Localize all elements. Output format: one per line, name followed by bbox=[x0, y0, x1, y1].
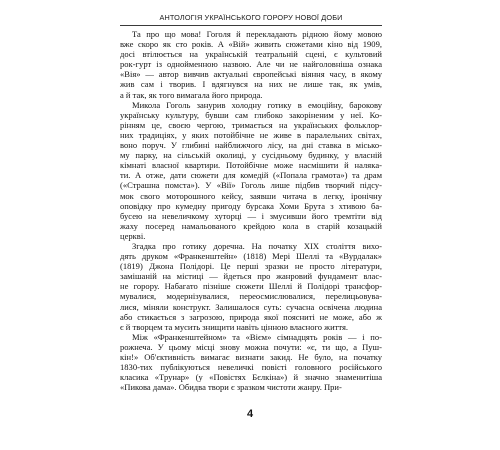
text-line: мок свого моторошного кейсу, заявши читача в легку, іронічну bbox=[120, 190, 382, 201]
text-line: рожнеча. У цьому місці знову можна почути: «є, ти що, а Пуш- bbox=[120, 341, 382, 352]
text-line: воно поруч. У глибині найближчого лісу, на дні ставка в місько- bbox=[120, 140, 382, 151]
text-line: українську культуру, бувши сам глибоко закоріненим у неї. Ко- bbox=[120, 109, 382, 120]
text-line: рок-гурт із однойменною назвою. Але чи не найголовніша ознака bbox=[120, 59, 382, 70]
text-line: кін!» Об'єктивність вимагає визнати закид. Не було, на початку bbox=[120, 352, 382, 362]
text-line: рінням це, своєю чергою, тримається на українських фольклор- bbox=[120, 119, 382, 130]
text-line: Згадка про готику доречна. На початку XIX століття вихо- bbox=[132, 240, 382, 251]
text-line: мувалися, модернізувалися, переосмислювалися, перелицьовува- bbox=[120, 291, 382, 302]
text-line: є й творцем та мусить знищити навіть цінною власного життя. bbox=[120, 321, 349, 332]
text-line: Між «Франкенштейном» та «Вієм» сімнадцять років — і по- bbox=[132, 331, 382, 342]
text-line: (1819) Джона Полідорі. Це перші зразки не просто літератури, bbox=[120, 261, 382, 272]
paragraph bbox=[120, 29, 382, 100]
paragraph bbox=[120, 332, 382, 393]
paragraph bbox=[120, 241, 382, 332]
text-line: або стикається з загрозою, природа якої поясниті не може, або ж bbox=[120, 311, 382, 322]
text-line: замішаній на містиці — йдеться про жанровий фундамент влас- bbox=[120, 271, 382, 282]
text-line: лися, міняли конструкт. Залишалося суть: сучасна освічена людина bbox=[120, 301, 382, 312]
text-line: Та про що мова! Гоголя й перекладають рідною йому мовою bbox=[132, 29, 382, 39]
text-line: вже скоро як сто років. А «Вій» живить сюжетами кіно від 1909, bbox=[120, 39, 382, 50]
text-line: них традиціях, у яких потойбічне не живе в паралельних світах, bbox=[120, 129, 382, 140]
text-line: му парку, на сільській околиці, у сусідньому будинку, у власній bbox=[120, 150, 382, 161]
text-line: («Страшна помста»). У «Вії» Гоголь лише підбив творчий підсу- bbox=[120, 180, 382, 191]
text-line: жаху посеред намальованого крейдою кола в старій козацькій bbox=[120, 220, 382, 231]
header-rule bbox=[120, 25, 382, 26]
text-line: «Пикова дама». Обидва твори є зразком чистоти жанру. При- bbox=[120, 382, 342, 393]
running-head: АНТОЛОГІЯ УКРАЇНСЬКОГО ГОРОРУ НОВОЇ ДОБИ bbox=[159, 13, 343, 22]
text-line: «Вія» — автор вивчив актуальні європейські віяння часу, в якому bbox=[120, 69, 382, 80]
page-number: 4 bbox=[246, 408, 254, 420]
text-line: бусею на невеличкому хуторці — і змусивши його тремтіти від bbox=[120, 210, 382, 221]
text-line: жив сам і творив. І вдягнувся на них не лише так, як умів, bbox=[120, 79, 382, 90]
text-line: оповідку про кумедну пригоду бурсака Хоми Брута з хтивою ба- bbox=[120, 200, 382, 211]
text-line: а й так, як того вимагала його природа. bbox=[120, 89, 263, 100]
text-line: Микола Гоголь занурив холодну готику в емоційну, барокову bbox=[132, 99, 382, 110]
text-line: церкві. bbox=[120, 230, 146, 241]
text-line: досі втілюється на українській театральній сцені, є культовий bbox=[120, 49, 382, 60]
body-text bbox=[120, 29, 382, 392]
text-line: дять друком «Франкенштейн» (1818) Мері Шеллі та «Вурдалак» bbox=[120, 251, 382, 262]
text-line: не горору. Набагато пізніше сюжети Шеллі й Полідорі трансфор- bbox=[120, 281, 382, 292]
paragraph bbox=[120, 100, 382, 241]
text-line: 1830-тих публікуються невеличкі повісті головного російського bbox=[120, 362, 382, 373]
text-line: ти. А отже, дати сюжети для комедій («Попала грамота») та драм bbox=[120, 170, 382, 181]
text-line: класика «Трунар» (у «Повістях Бєлкіна») й значно знаменитіша bbox=[120, 372, 382, 383]
text-line: кімнаті власної квартири. Потойбічне може насмішити й налякa- bbox=[120, 160, 382, 171]
